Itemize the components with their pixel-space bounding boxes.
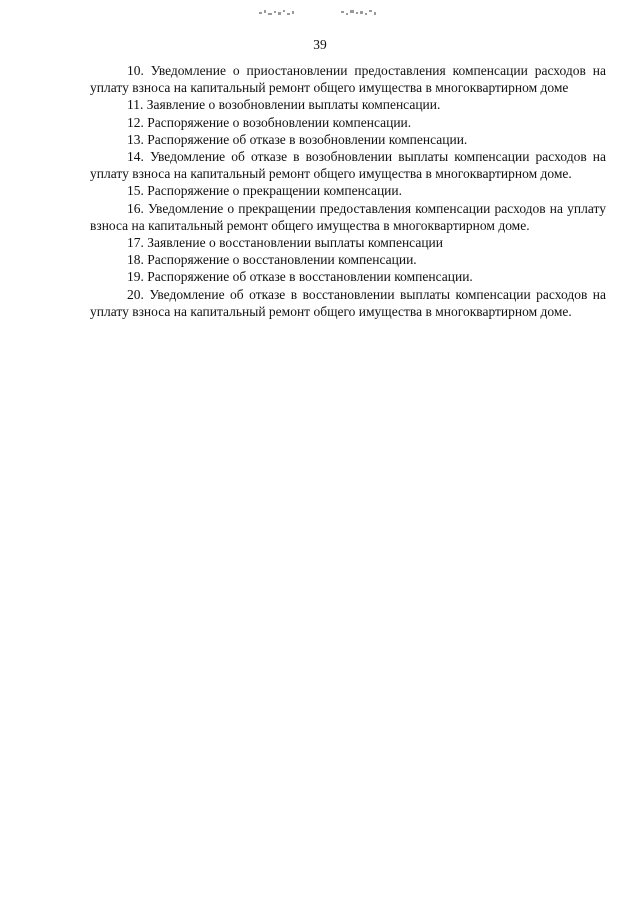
- list-item-13: 13. Распоряжение об отказе в возобновлении компенсации.: [127, 131, 468, 147]
- list-item-20: 20. Уведомление об отказе в восстановлении выплаты компенсации расходов на уплату взноса на капитальный ремонт общего имущества в многоквартирном доме.: [90, 286, 606, 319]
- list-item-19: 19. Распоряжение об отказе в восстановлении компенсации.: [127, 269, 473, 285]
- list-item-14: 14. Уведомление об отказе в возобновлении выплаты компенсации расходов на уплату взноса на капитальный ремонт общего имущества в многоквартирном доме.: [90, 149, 606, 182]
- list-item-10: 10. Уведомление о приостановлении предоставления компенсации расходов на уплату взноса на капитальный ремонт общего имущества в многоквартирном доме: [90, 63, 606, 96]
- list-item-12: 12. Распоряжение о возобновлении компенсации.: [127, 114, 412, 130]
- document-body: [90, 62, 606, 320]
- list-item-18: 18. Распоряжение о восстановлении компенсации.: [127, 252, 417, 268]
- scan-artifact-marks: [255, 6, 385, 20]
- list-item-16: 16. Уведомление о прекращении предоставления компенсации расходов на уплату взноса на капитальный ремонт общего имущества в многоквартирном доме.: [90, 200, 606, 233]
- list-item-15: 15. Распоряжение о прекращении компенсации.: [127, 183, 403, 199]
- list-item-17: 17. Заявление о восстановлении выплаты компенсации: [127, 235, 444, 251]
- page-number: 39: [313, 37, 327, 52]
- list-item-11: 11. Заявление о возобновлении выплаты компенсации.: [127, 97, 441, 113]
